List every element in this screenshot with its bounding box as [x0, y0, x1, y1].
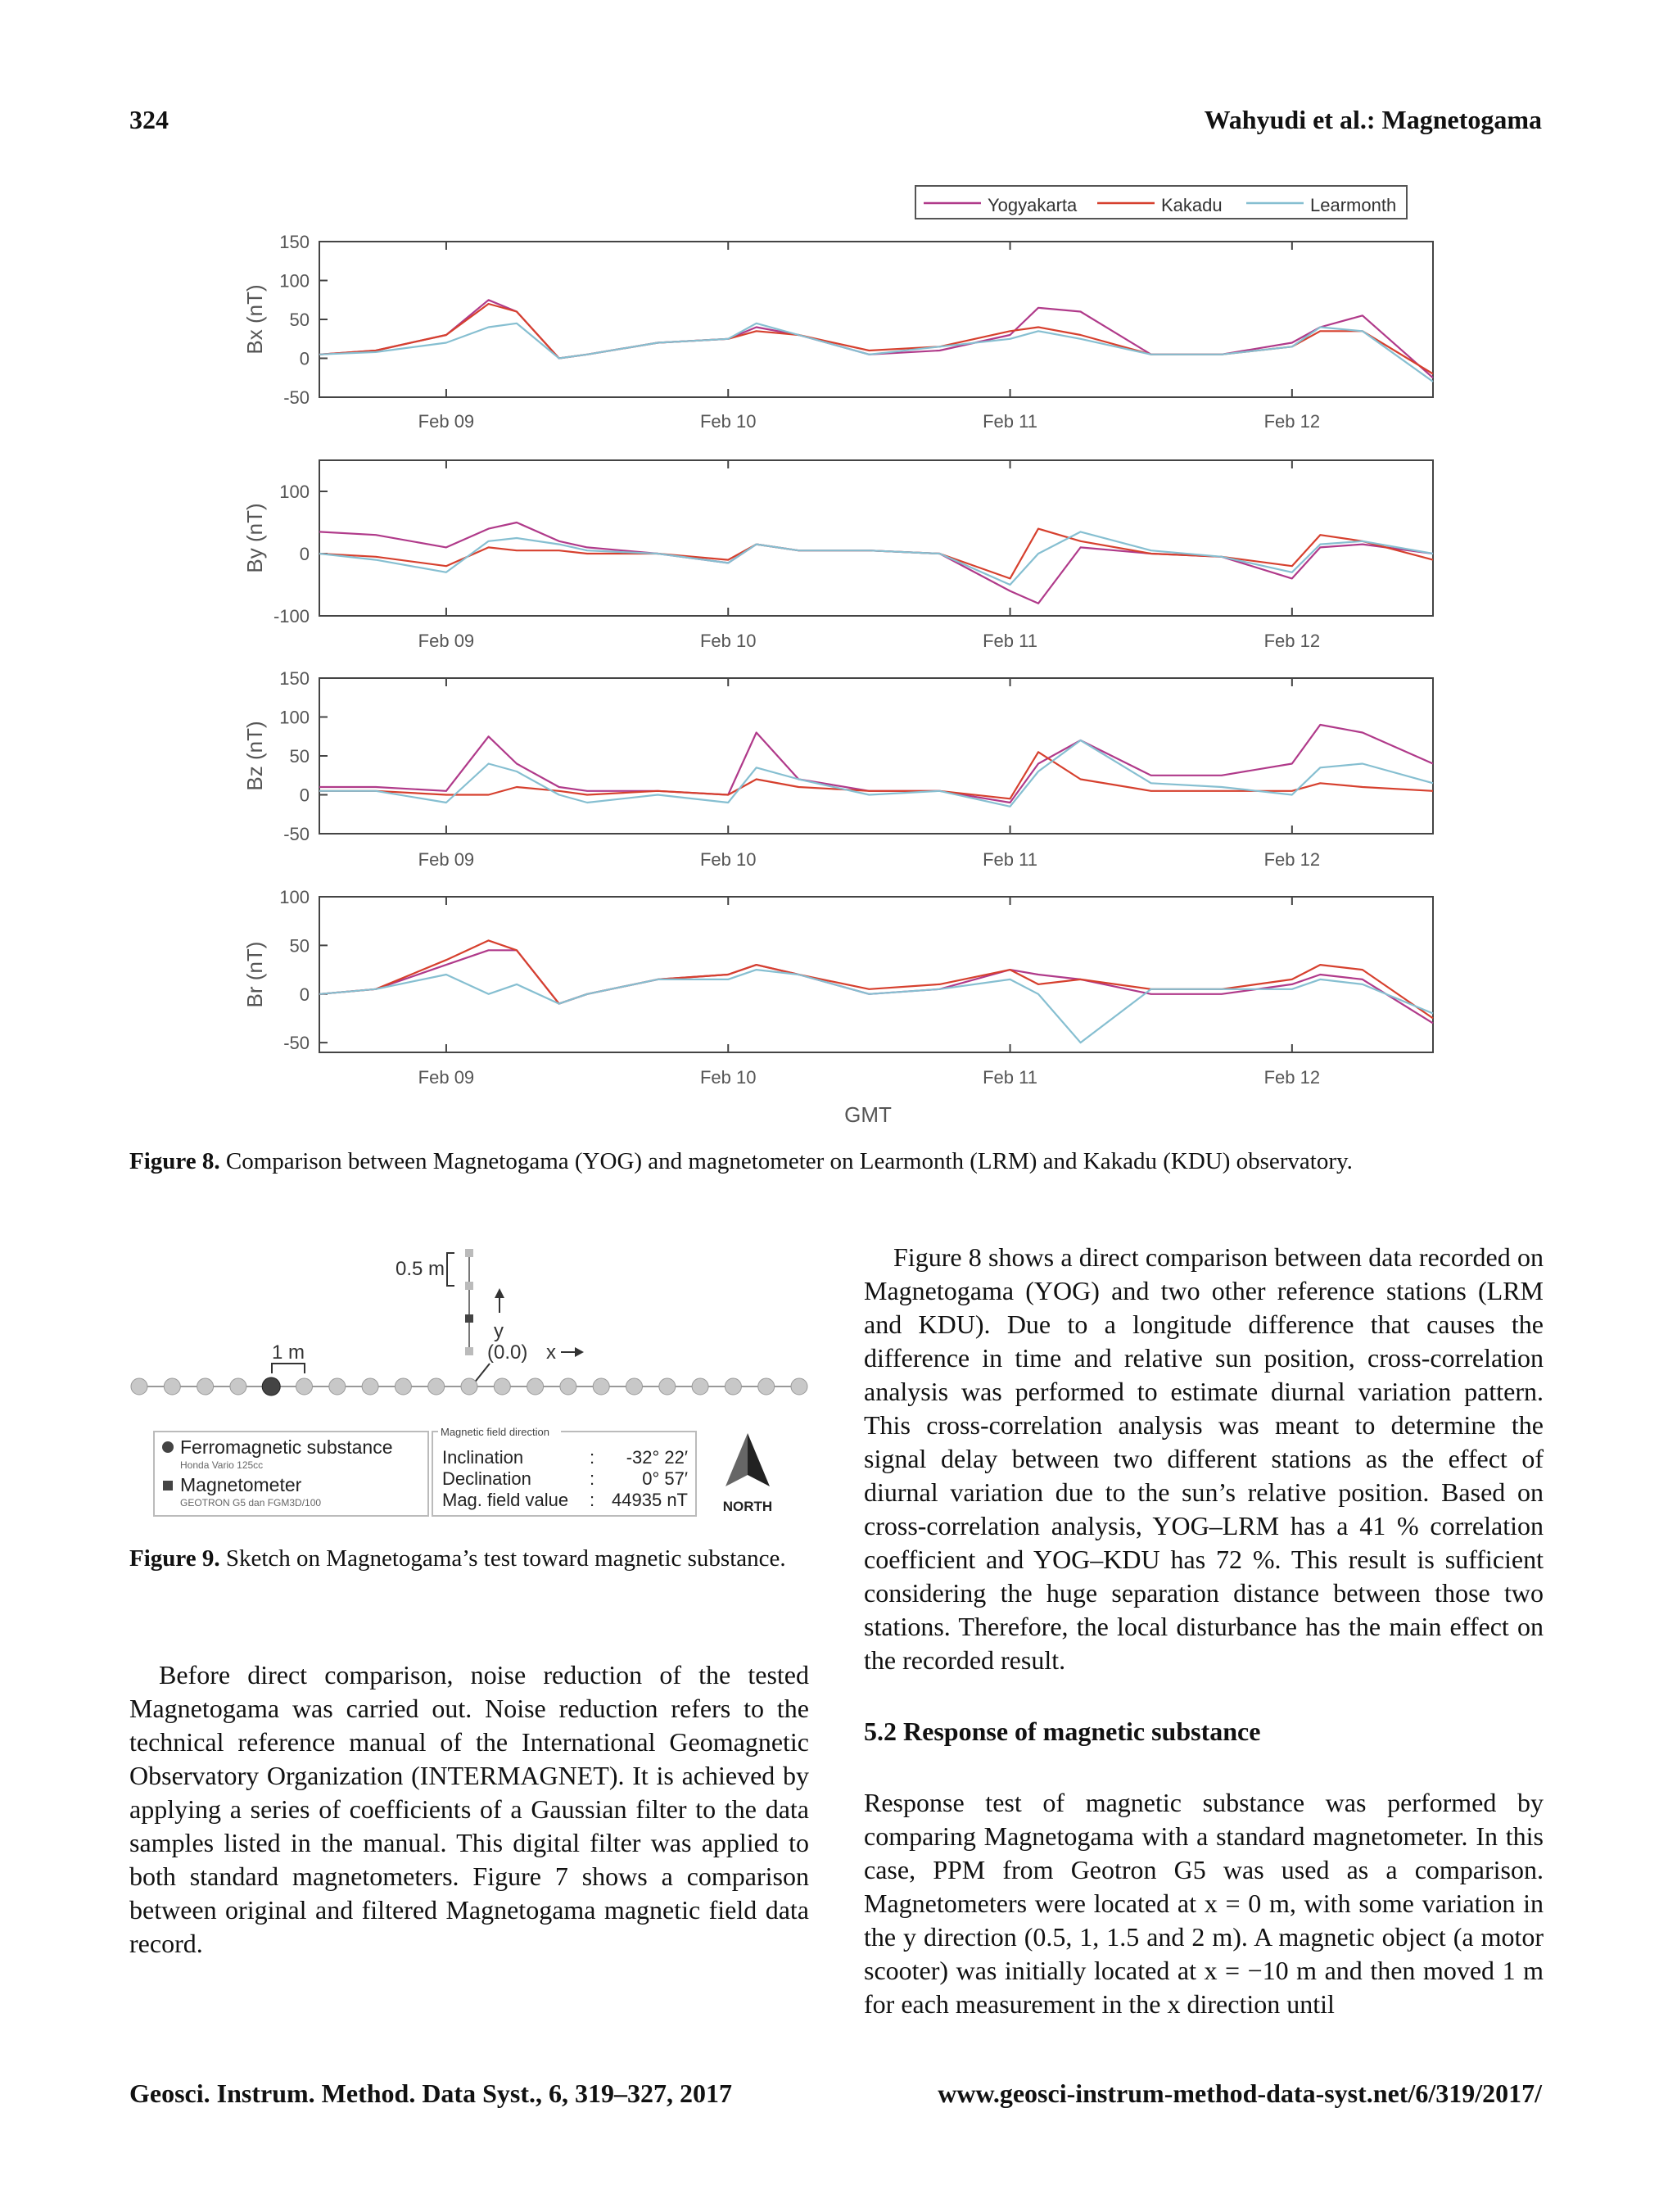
x-tick-label: Feb 09	[418, 631, 475, 651]
x-position-marker	[725, 1378, 741, 1395]
y-tick-label: 100	[279, 887, 310, 907]
figure-9-sketch	[123, 1233, 819, 1527]
left-column	[129, 1658, 809, 1961]
y-tick-label: 0	[299, 984, 310, 1005]
magnetometer-marker	[465, 1314, 473, 1323]
figure-9-caption-label: Figure 9.	[129, 1545, 220, 1572]
y-position-marker	[465, 1347, 473, 1355]
panel-frame	[319, 242, 1433, 397]
y-position-marker	[465, 1249, 473, 1257]
x-position-marker	[131, 1378, 147, 1395]
x-tick-label: Feb 09	[418, 1067, 475, 1088]
legend-label-learmonth: Learmonth	[1310, 195, 1397, 215]
north-label: NORTH	[722, 1499, 773, 1514]
x-tick-label: Feb 09	[418, 411, 475, 432]
y-tick-label: 50	[289, 746, 310, 767]
x-tick-label: Feb 10	[699, 631, 757, 651]
y-tick-label: 150	[279, 232, 310, 252]
y-axis-label: Br (nT)	[242, 941, 267, 1008]
x-tick-label: Feb 11	[983, 631, 1037, 651]
x-position-marker	[197, 1378, 214, 1395]
x-position-marker	[527, 1378, 544, 1395]
paragraph-figure8-discussion: Figure 8 shows a direct comparison between data recorded on Magnetogama (YOG) and two other reference stations (LRM and KDU). Due to a longitude difference that causes the difference in time and relative sun position, cross-correlation analysis was performed to estimate diurnal variation pattern. This cross-correlation analysis was meant to determine the signal delay between two different stations as the effect of diurnal variation due to the sun’s relative position. Based on cross-correlation analysis, YOG–LRM has a 41 % correlation coefficient and YOG–KDU has 72 %. This result is sufficient considering the huge separation distance between those two stations. Therefore, the local disturbance has the main effect on the recorded result.	[864, 1242, 1544, 1675]
label-x-axis: x	[546, 1341, 556, 1364]
label-one-meter: 1 m	[271, 1341, 305, 1364]
x-tick-label: Feb 11	[983, 1067, 1037, 1088]
x-tick-label: Feb 11	[983, 849, 1037, 870]
y-arrow-icon	[495, 1288, 504, 1298]
x-tick-label: Feb 12	[1263, 631, 1321, 651]
y-tick-label: 0	[299, 785, 310, 806]
footer-url: www.geosci-instrum-method-data-syst.net/6/319/2017/	[938, 2079, 1542, 2108]
section-heading-5-2: 5.2 Response of magnetic substance	[864, 1717, 1261, 1746]
series-line-kakadu	[319, 940, 1433, 1018]
panel-frame	[319, 897, 1433, 1052]
inclination-value: -32° 22′	[626, 1447, 688, 1468]
page-number: 324	[129, 105, 169, 134]
legend-magnetometer-sub: GEOTRON G5 dan FGM3D/100	[180, 1497, 322, 1509]
x-position-marker	[329, 1378, 346, 1395]
series-line-learmonth	[319, 532, 1433, 585]
x-tick-label: Feb 12	[1263, 849, 1321, 870]
magnetometer-icon	[163, 1481, 173, 1490]
series-line-learmonth	[319, 970, 1433, 1043]
y-axis-label: Bz (nT)	[242, 721, 267, 791]
figure-9-caption-text: Sketch on Magnetogama’s test toward magnetic substance.	[225, 1545, 786, 1572]
x-position-marker	[494, 1378, 510, 1395]
figure-9-caption	[129, 1542, 809, 1575]
fig8-legend	[915, 186, 1407, 219]
x-position-marker	[461, 1378, 477, 1395]
figure-8-caption-label: Figure 8.	[129, 1148, 220, 1174]
y-tick-label: 150	[279, 668, 310, 689]
x-tick-label: Feb 10	[699, 1067, 757, 1088]
svg-text::: :	[590, 1490, 595, 1510]
y-axis-label: Bx (nT)	[242, 284, 267, 355]
ferromagnetic-icon	[162, 1441, 174, 1453]
y-axis-label: By (nT)	[242, 503, 267, 573]
x-position-marker	[362, 1378, 378, 1395]
x-position-marker	[296, 1378, 313, 1395]
y-tick-label: 0	[299, 348, 310, 369]
x-position-marker	[560, 1378, 576, 1395]
figure-8-caption-text: Comparison between Magnetogama (YOG) and magnetometer on Learmonth (LRM) and Kakadu (KDU) observatory.	[225, 1148, 1353, 1174]
footer-journal: Geosci. Instrum. Method. Data Syst., 6, 319–327, 2017	[129, 2079, 732, 2108]
figure-8-chart	[229, 176, 1441, 1134]
ferromagnetic-position	[262, 1377, 280, 1396]
y-position-marker	[465, 1282, 473, 1290]
x-position-marker	[593, 1378, 609, 1395]
x-tick-label: Feb 10	[699, 849, 757, 870]
series-line-learmonth	[319, 740, 1433, 807]
y-tick-label: 50	[289, 935, 310, 957]
magfield-value: 44935 nT	[612, 1490, 688, 1510]
legend-label-kakadu: Kakadu	[1161, 195, 1223, 215]
series-line-kakadu	[319, 304, 1433, 374]
x-axis-label-gmt: GMT	[844, 1102, 892, 1127]
y-tick-label: -50	[283, 1033, 310, 1054]
x-tick-label: Feb 12	[1263, 1067, 1321, 1088]
legend-ferromagnetic: Ferromagnetic substance	[180, 1436, 393, 1458]
series-line-learmonth	[319, 323, 1433, 382]
y-tick-label: -50	[283, 387, 310, 408]
y-tick-label: 0	[299, 544, 310, 564]
series-line-yogyakarta	[319, 300, 1433, 378]
x-position-marker	[164, 1378, 180, 1395]
x-position-marker	[758, 1378, 775, 1395]
declination-label: Declination	[442, 1468, 531, 1489]
right-column	[864, 1241, 1544, 2021]
y-tick-label: 100	[279, 482, 310, 502]
inclination-label: Inclination	[442, 1447, 524, 1468]
y-tick-label: -50	[283, 824, 310, 844]
x-position-marker	[659, 1378, 676, 1395]
y-tick-label: -100	[273, 606, 310, 627]
x-position-marker	[428, 1378, 445, 1395]
svg-text::: :	[590, 1447, 595, 1468]
panel-frame	[319, 678, 1433, 834]
x-position-marker	[626, 1378, 643, 1395]
label-half-meter: 0.5 m	[395, 1258, 445, 1280]
x-position-marker	[692, 1378, 708, 1395]
y-tick-label: 100	[279, 707, 310, 728]
x-position-marker	[791, 1378, 807, 1395]
declination-value: 0° 57′	[642, 1468, 688, 1489]
y-tick-label: 100	[279, 270, 310, 292]
x-arrow-icon	[575, 1347, 584, 1357]
label-origin: (0.0)	[487, 1341, 528, 1364]
panel-frame	[319, 460, 1433, 616]
figure-8-caption	[129, 1145, 1571, 1178]
x-position-marker	[230, 1378, 246, 1395]
legend-label-yogyakarta: Yogyakarta	[988, 195, 1078, 215]
y-tick-label: 50	[289, 310, 310, 330]
x-tick-label: Feb 12	[1263, 411, 1321, 432]
legend-ferromagnetic-sub: Honda Vario 125cc	[180, 1459, 264, 1471]
x-tick-label: Feb 10	[699, 411, 757, 432]
magfield-label: Mag. field value	[442, 1490, 569, 1510]
x-position-marker	[395, 1378, 411, 1395]
series-line-yogyakarta	[319, 950, 1433, 1023]
x-tick-label: Feb 09	[418, 849, 475, 870]
svg-text::: :	[590, 1468, 595, 1489]
label-y-axis: y	[494, 1320, 504, 1342]
paragraph-response-test: Response test of magnetic substance was performed by comparing Magnetogama with a standard magnetometer. In this case, PPM from Geotron G5 was used as a comparison. Magnetometers were located at x = 0 m, with some variation in the y direction (0.5, 1, 1.5 and 2 m). A magnetic object (a motor scooter) was initially located at x = −10 m and then moved 1 m for each measurement in the x direction until	[864, 1788, 1544, 2019]
x-tick-label: Feb 11	[983, 411, 1037, 432]
running-title: Wahyudi et al.: Magnetogama	[1204, 105, 1542, 134]
paragraph-noise-reduction: Before direct comparison, noise reduction of the tested Magnetogama was carried out. Noise reduction refers to the technical reference manual of the International Geomagnetic Observatory Organization (INTERMAGNET). It is achieved by applying a series of coefficients of a Gaussian filter to the data samples listed in the manual. This digital filter was applied to both standard magnetometers. Figure 7 shows a comparison between original and filtered Magnetogama magnetic field data record.	[129, 1660, 809, 1958]
north-arrow-icon	[748, 1433, 770, 1486]
legend-magnetometer: Magnetometer	[180, 1474, 302, 1495]
magnetic-field-box-title: Magnetic field direction	[441, 1426, 549, 1438]
